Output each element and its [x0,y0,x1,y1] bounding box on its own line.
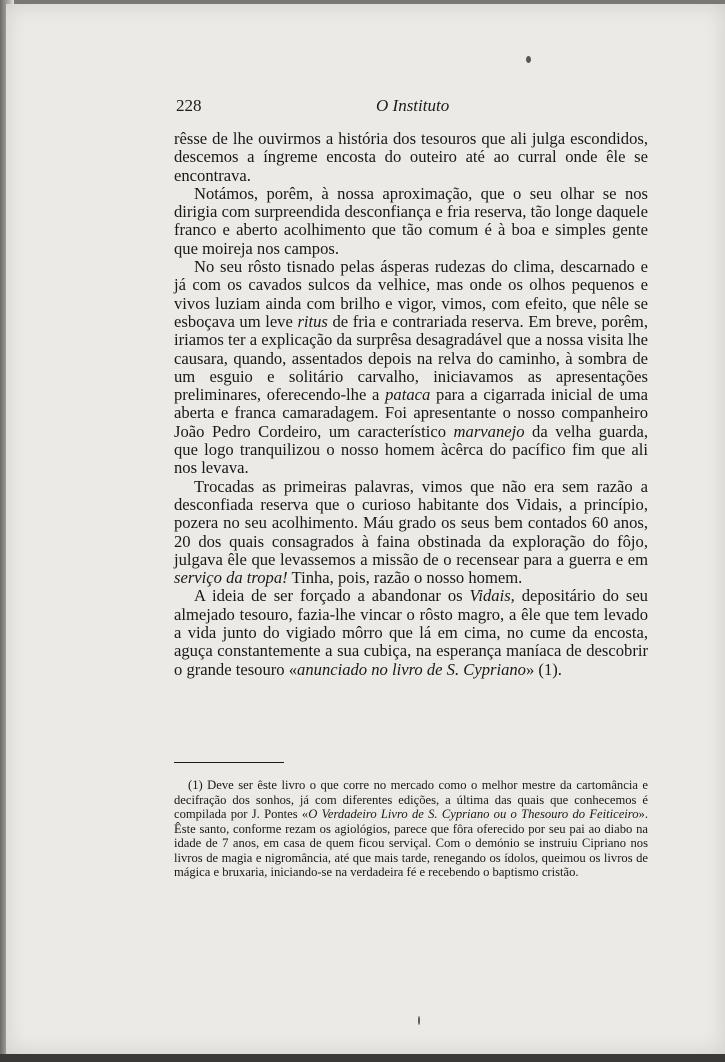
body-text [174,130,648,679]
italic-term: Vidais, [469,586,515,606]
text-run: Trocadas as primeiras palavras, vimos que não era sem razão a desconfiada reserva que o curioso habitante dos Vidais, a princípio, pozera no seu acolhimento. Máu grado os seus bem contados 60 anos, 20 dos quais consagrados à faina obstinada da exploração do fôjo, julgava êle que levassemos a missão de o recensear para a guerra e em [174,476,648,569]
italic-term: serviço da tropa! [174,568,288,588]
page-bottom-edge [0,1054,725,1062]
running-head [176,96,654,120]
journal-title: O Instituto [376,96,450,115]
italic-term: anunciado no livro de S. Cypriano [297,659,526,679]
text-run: No seu rôsto tisnado pelas ásperas rudezas do clima, descarnado e já com os cavados sulcos da velhice, mas onde os olhos pequenos e vivos luziam ainda com brilho e vigor, vimos, com efeito, que nêle se esboçava um leve [174,257,648,331]
italic-title: O Verdadeiro Livro de S. Cypriano ou o Thesouro do Feiticeiro [308,807,639,821]
footnote [174,778,648,880]
page-number: 228 [176,96,202,115]
ink-speck [526,56,531,63]
paragraph [174,130,648,185]
italic-term: ritus [297,311,328,331]
text-run: depositário do seu almejado tesouro, fazia-lhe vincar o rôsto magro, a êle que tem levado a vida junto do vigiado môrro que lá em cima, no cume da encosta, aguça constantemente a sua cubiça, na esperança maníaca de descobrir o grande tesouro « [174,586,648,679]
text-run: Tinha, pois, razão o nosso homem. [287,568,523,588]
paragraph [174,258,648,478]
text-run: ». Êste santo, conforme rezam os agiológios, parece que fôra oferecido por seu pai ao diabo na idade de 7 anos, em casa de quem ficou serviçal. Com o demónio se instruiu Cipriano nos livros de magia e nigromância, até que mais tarde, renegando os ídolos, queimou os livros de mágica e bruxaria, iniciando-se na verdadeira fé e recebendo o baptismo cristão. [174,807,648,879]
text-run: rêsse de lhe ouvirmos a história dos tesouros que ali julga escondidos, descemos a íngreme encosta do outeiro até ao curral onde êle se encontrava. [174,129,648,185]
paragraph [174,185,648,258]
text-run: para a cigarrada inicial de uma aberta e franca camaradagem. Foi apresentante o nosso companheiro João Pedro Cordeiro, um característico [174,385,648,441]
ink-speck [418,1016,420,1025]
footnote-rule [174,762,284,763]
text-run: Notámos, porêm, à nossa aproximação, que o seu olhar se nos dirigia com surpreendida desconfiança e fria reserva, tão longe daquele franco e aberto acolhimento que tão comum é à boa e simples gente que moireja nos campos. [174,183,648,258]
text-run: » (1). [525,659,562,679]
text-run: da velha guarda, que logo tranquilizou o nosso homem àcêrca do pacífico fim que ali nos levava. [174,421,648,478]
paragraph [174,478,648,588]
text-run: de fria e contrariada reserva. Em breve, porêm, iriamos ter a explicação da surprêsa desagradável que a nossa visita lhe causara, quando, assentados depois na relva do caminho, à sombra de um esguio e solitário carvalho, iniciavamos as apresentações preliminares, oferecendo-lhe a [174,311,648,405]
paragraph [174,587,648,678]
text-run: A ideia de ser forçado a abandonar os [194,586,470,606]
italic-term: pataca [385,385,431,405]
italic-term: marvanejo [453,421,525,441]
text-run: (1) Deve ser êste livro o que corre no mercado como o melhor mestre da cartomância e decifração dos sonhos, já com diferentes edições, a última das quais que conhecemos é compilada por J. Pontes « [174,778,648,821]
